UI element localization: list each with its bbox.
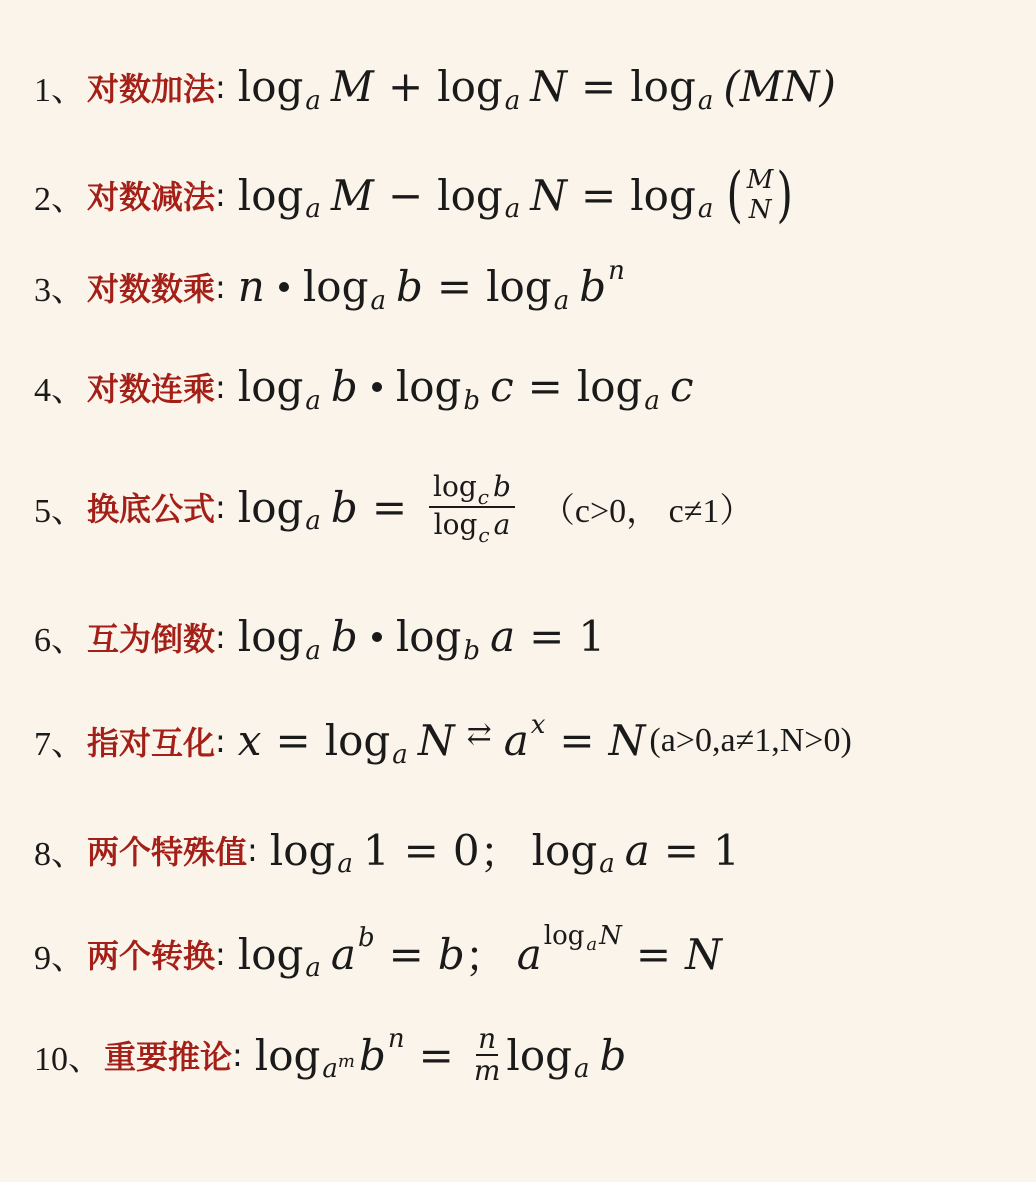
formula-row-6	[34, 612, 606, 666]
row-colon: :	[215, 488, 226, 526]
row-label: 互为倒数	[87, 619, 216, 658]
row-number: 6、	[34, 622, 85, 659]
formula-reciprocal: log a b log b a = 1	[237, 612, 606, 666]
formula-row-9	[34, 921, 722, 984]
formula-row-4	[34, 362, 694, 416]
formula-log-chain: log a b log b c = log a c	[237, 362, 694, 416]
row-colon: :	[215, 67, 226, 106]
formula-two-conversions: log a a b = b ； a log a N = N	[237, 921, 722, 983]
row-colon: :	[215, 267, 226, 306]
row-label: 换底公式	[87, 490, 216, 528]
row-label: 对数减法	[87, 178, 216, 216]
row-label: 指对互化	[87, 723, 216, 762]
row-colon: :	[247, 831, 258, 869]
fraction-change-of-base: $\frac{\log_c b}{\log_c a}$	[429, 470, 515, 544]
formula-log-addition: log a M + log a N = log a (MN)	[237, 62, 836, 116]
row-number: 2、	[34, 180, 85, 218]
multiply-dot-icon	[279, 282, 289, 292]
row-colon: :	[215, 721, 226, 760]
multiply-dot-icon	[372, 382, 382, 392]
row-colon: :	[215, 617, 226, 656]
fraction-n-over-m: $\frac{n}{m}$	[473, 1022, 501, 1087]
formula-row-2	[34, 160, 797, 230]
row-label: 重要推论	[104, 1038, 233, 1076]
multiply-dot-icon	[372, 632, 382, 642]
row-number: 10、	[34, 1040, 102, 1078]
condition-text: (a>0,a≠1,N>0)	[649, 721, 852, 759]
row-label: 两个转换	[87, 937, 216, 975]
row-colon: :	[232, 1036, 243, 1074]
row-number: 8、	[34, 835, 85, 873]
row-colon: :	[215, 367, 226, 406]
exponent-log: log a N	[543, 921, 622, 955]
row-label: 对数连乘	[87, 369, 216, 408]
formula-row-3	[34, 255, 625, 316]
equivalence-arrows-icon: ⇄	[466, 717, 492, 752]
condition-text: （c>0， c≠1）	[540, 492, 754, 530]
row-number: 7、	[34, 726, 85, 763]
row-label: 对数加法	[87, 69, 216, 108]
formula-log-subtraction: log a M − log a N = log a ( M N )	[238, 160, 797, 230]
row-number: 3、	[34, 272, 85, 309]
formula-row-7	[34, 709, 852, 770]
row-number: 4、	[34, 372, 85, 409]
row-label: 两个特殊值	[87, 833, 248, 871]
row-number: 5、	[34, 492, 85, 530]
formula-important-corollary: log $a^m$ b n = $\frac{n}{m}$ log a b	[254, 1022, 627, 1087]
row-number: 1、	[34, 72, 85, 109]
formula-change-of-base: log a b = $\frac{\log_c b}{\log_c a}$ （c>0， c≠1）	[237, 470, 754, 547]
row-label: 对数数乘	[87, 269, 216, 308]
formula-row-8	[34, 820, 740, 880]
formula-row-10	[34, 1024, 626, 1086]
formula-row-5	[34, 470, 754, 547]
formula-exp-log-conversion: x = log a N ⇄ a x = N (a>0,a≠1,N>0)	[237, 709, 852, 770]
formula-log-scalar: n log a b = log a b n	[237, 255, 625, 316]
row-colon: :	[215, 935, 226, 973]
formula-row-1	[34, 62, 836, 116]
fraction-m-over-n: ( M N )	[726, 160, 794, 230]
formula-special-values: log a 1 = 0 ； log a a = 1	[269, 825, 740, 879]
row-colon: :	[215, 176, 226, 214]
row-number: 9、	[34, 939, 85, 977]
